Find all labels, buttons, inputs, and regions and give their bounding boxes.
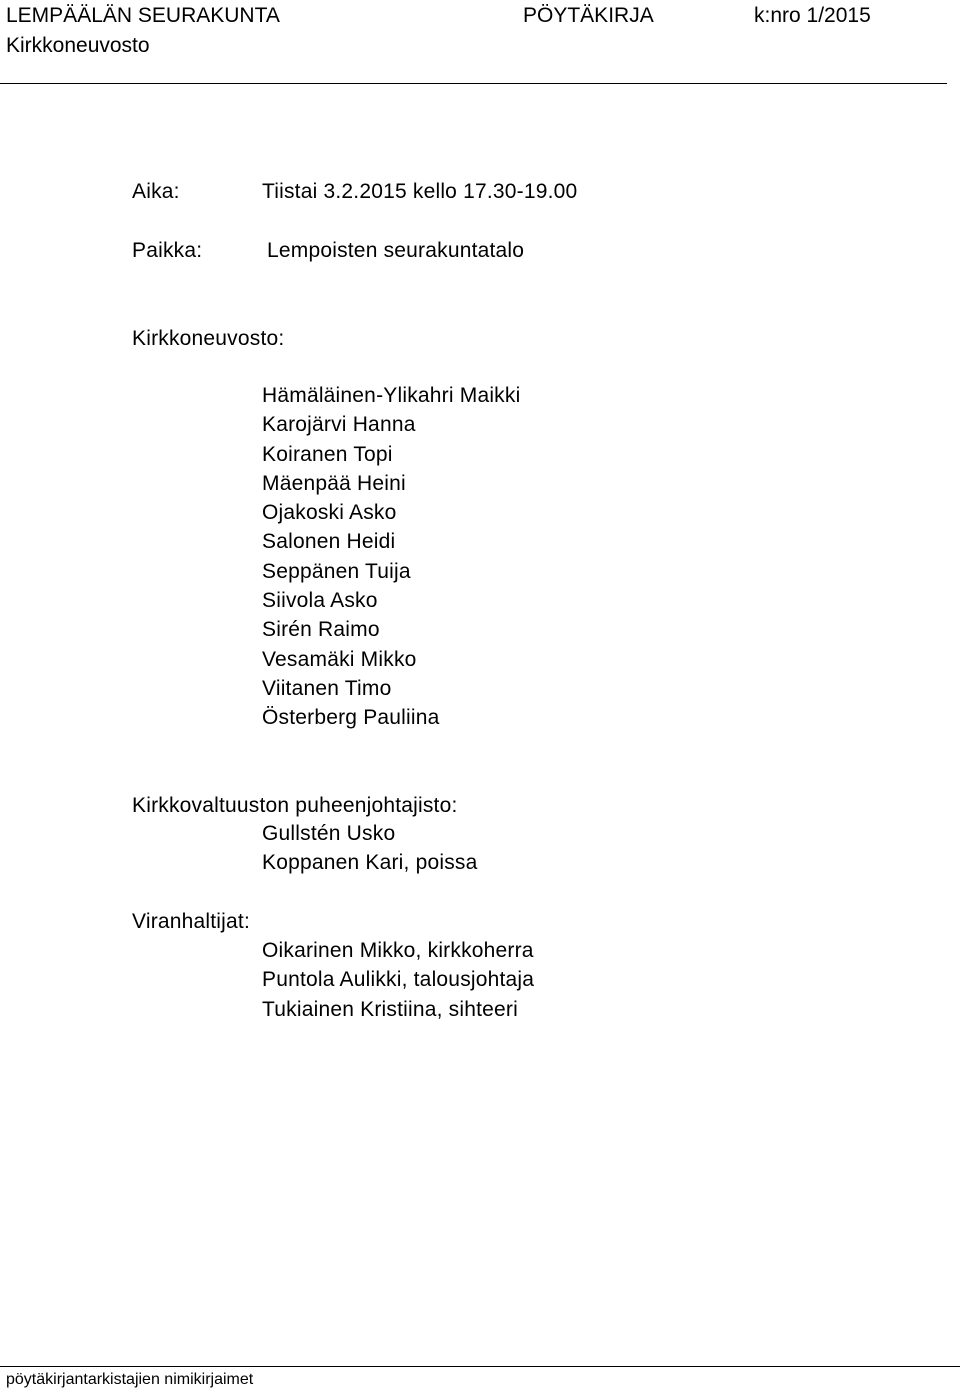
council-member: Karojärvi Hanna [262,413,416,437]
header-divider [0,83,947,84]
organization-name: LEMPÄÄLÄN SEURAKUNTA [6,4,280,27]
official: Oikarinen Mikko, kirkkoherra [262,939,534,962]
council-member: Vesamäki Mikko [262,647,417,671]
presidium-member: Gullstén Usko [262,822,396,845]
council-member: Viitanen Timo [262,676,392,700]
presidium-members-list [262,819,478,878]
council-member: Seppänen Tuija [262,559,411,583]
council-member: Österberg Pauliina [262,706,440,730]
time-label: Aika: [132,180,180,203]
place-label: Paikka: [132,239,203,262]
council-member: Siivola Asko [262,589,378,613]
council-member: Hämäläinen-Ylikahri Maikki [262,384,521,407]
council-member: Salonen Heidi [262,530,396,554]
council-members-list [262,381,520,733]
presidium-label: Kirkkovaltuuston puheenjohtajisto: [132,794,458,817]
council-member: Ojakoski Asko [262,501,397,525]
official: Tukiainen Kristiina, sihteeri [262,997,518,1021]
council-member: Mäenpää Heini [262,471,406,495]
council-name: Kirkkoneuvosto [6,34,150,57]
time-value: Tiistai 3.2.2015 kello 17.30-19.00 [262,180,578,203]
official: Puntola Aulikki, talousjohtaja [262,968,535,992]
initials-label: pöytäkirjantarkistajien nimikirjaimet [6,1371,254,1388]
footer-divider [0,1366,960,1367]
presidium-member: Koppanen Kari, poissa [262,851,478,875]
document-type: PÖYTÄKIRJA [523,4,654,27]
officials-list [262,936,534,1024]
council-label: Kirkkoneuvosto: [132,327,285,350]
document-number: k:nro 1/2015 [754,4,871,27]
place-value: Lempoisten seurakuntatalo [267,239,525,262]
council-member: Koiranen Topi [262,442,393,466]
council-member: Sirén Raimo [262,618,380,642]
officials-label: Viranhaltijat: [132,910,250,933]
